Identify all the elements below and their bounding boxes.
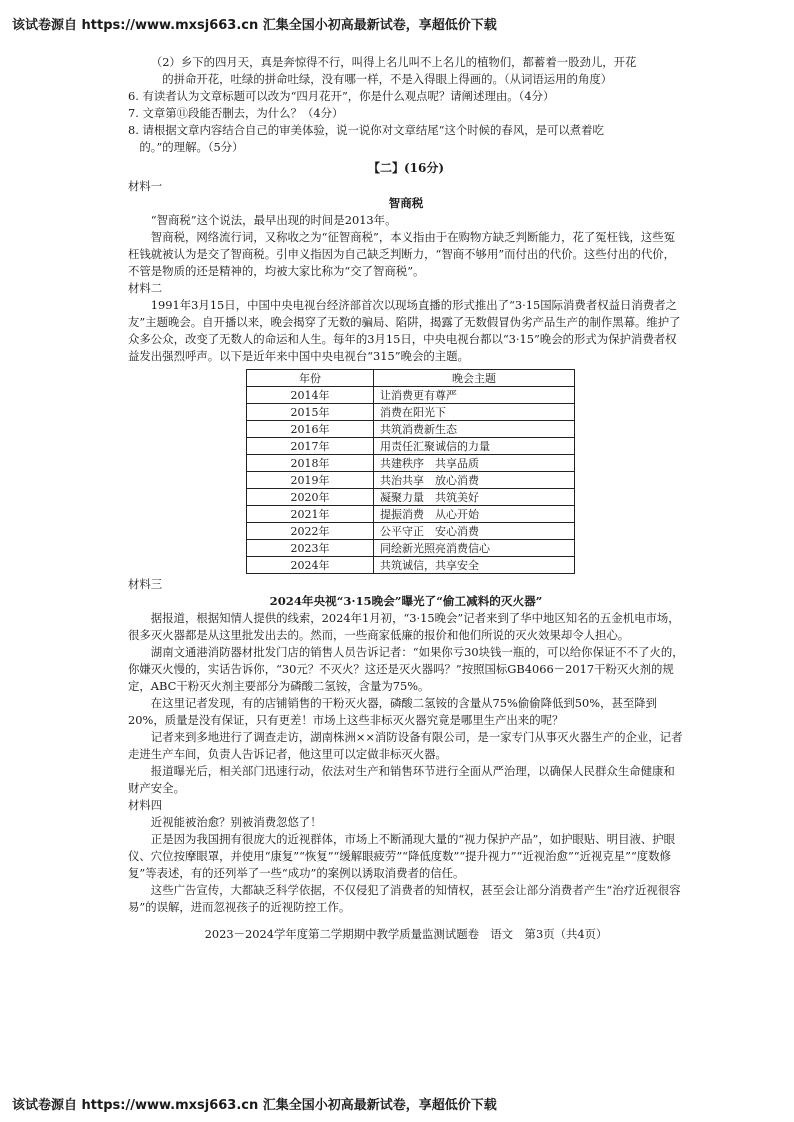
material-1-paragraph: “智商税”这个说法，最早出现的时间是2013年。 — [150, 213, 397, 227]
table-row — [247, 557, 575, 574]
question-5-2-line-2: 的拼命开花，吐绿的拼命吐绿，没有哪一样，不是入得眼上得画的。（从词语运用的角度） — [162, 72, 613, 86]
material-3-paragraph: 报道曝光后，相关部门迅速行动，依法对生产和销售环节进行全面从严治理，以确保人民群众生命健康和财产安全。 — [128, 764, 675, 795]
material-4-label: 材料四 — [128, 798, 163, 812]
table-row — [247, 421, 575, 438]
bottom-watermark-banner: 该试卷源自 https://www.mxsj663.cn 汇集全国小初高最新试卷，享超低价下载 — [12, 1098, 497, 1113]
material-3-paragraph: 据报道，根据知情人提供的线索，2024年1月初，“3·15晚会”记者来到了华中地区知名的五金机电市场，很多灭火器都是从这里批发出去的。然而，一些商家低廉的报价和他们所说的灭火效果却令人担心。 — [128, 611, 680, 642]
question-7: 7. 文章第⑪段能否删去，为什么？（4分） — [128, 106, 344, 120]
table-cell-year: 2016年 — [247, 421, 374, 438]
material-3-paragraph: 湖南文通港消防器材批发门店的销售人员告诉记者：“如果你亏30块钱一瓶的，可以给你保证不不了火的，你嫌灭火慢的，实话告诉你，“30元？不灭火？这还是灭火器吗？”按照国标GB4066－2017干粉灭火剂的规定，ABC干粉灭火剂主要部分为磷酸二氢铵，含量为75%。 — [128, 645, 684, 693]
table-cell-theme: 用责任汇聚诚信的力量 — [374, 438, 575, 455]
table-cell-theme: 同绘新光照亮消费信心 — [374, 540, 575, 557]
exam-page — [128, 54, 684, 942]
gala-theme-table — [246, 369, 575, 574]
page-footer: 2023－2024学年度第二学期期中教学质量监测试题卷 语文 第3页（共4页） — [204, 927, 608, 941]
material-4-paragraph: 这些广告宣传，大都缺乏科学依据，不仅侵犯了消费者的知情权，甚至会让部分消费者产生“治疗近视很容易”的误解，进而忽视孩子的近视防控工作。 — [128, 883, 681, 914]
table-cell-year: 2022年 — [247, 523, 374, 540]
table-cell-year: 2021年 — [247, 506, 374, 523]
table-cell-theme: 消费在阳光下 — [374, 404, 575, 421]
top-watermark-banner: 该试卷源自 https://www.mxsj663.cn 汇集全国小初高最新试卷，享超低价下载 — [12, 18, 497, 33]
section-2-heading: 【二】(16分) — [367, 161, 445, 175]
table-row — [247, 404, 575, 421]
table-cell-theme: 让消费更有尊严 — [374, 387, 575, 404]
material-2-paragraph: 1991年3月15日，中国中央电视台经济部首次以现场直播的形式推出了“3·15国际消费者权益日消费者之友”主题晚会。自开播以来，晚会揭穿了无数的骗局、陷阱，揭露了无数假冒伪劣产品生产的制作黑幕。维护了众多公众，改变了无数人的命运和人生。每年的3月15日，中央电视台都以“3·15”晚会的形式为保护消费者权益发出强烈呼声。以下是近年来中国中央电视台“315”晚会的主题。 — [128, 298, 681, 363]
material-2-label: 材料二 — [128, 281, 163, 295]
material-4-paragraph: 近视能被治愈？别被消费忽悠了！ — [150, 815, 322, 829]
table-cell-theme: 共筑消费新生态 — [374, 421, 575, 438]
question-8-line-2: 的。”的理解。（5分） — [139, 140, 244, 154]
table-header-theme: 晚会主题 — [374, 370, 575, 387]
table-row — [247, 387, 575, 404]
table-cell-year: 2017年 — [247, 438, 374, 455]
table-cell-theme: 提振消费 从心开始 — [374, 506, 575, 523]
material-1-label: 材料一 — [128, 179, 163, 193]
table-cell-theme: 共建秩序 共享品质 — [374, 455, 575, 472]
question-8-line-1: 8. 请根据文章内容结合自己的审美体验，说一说你对文章结尾“这个时候的春风，是可以煮着吃 — [128, 123, 604, 137]
table-cell-theme: 凝聚力量 共筑美好 — [374, 489, 575, 506]
material-3-paragraph: 记者来到多地进行了调查走访，湖南株洲××消防设备有限公司，是一家专门从事灭火器生产的企业，记者走进生产车间，负责人告诉记者，他这里可以定做非标灭火器。 — [128, 730, 683, 761]
table-cell-year: 2015年 — [247, 404, 374, 421]
material-1-paragraph: 智商税，网络流行词，又称收之为“征智商税”，本义指由于在购物方缺乏判断能力，花了冤枉钱，这些冤枉钱就被认为是交了智商税。引申义指因为自己缺乏判断力，“智商不够用”而付出的代价。这些付出的代价，不管是物质的还是精神的，均被大家比称为“交了智商税”。 — [128, 230, 676, 278]
table-row — [247, 489, 575, 506]
table-row — [247, 455, 575, 472]
table-row — [247, 540, 575, 557]
material-3-paragraph: 在这里记者发现，有的店铺销售的干粉灭火器，磷酸二氢铵的含量从75%偷偷降低到50%，甚至降到20%，质量是没有保证，只有更差！市场上这些非标灭火器究竟是哪里生产出来的呢？ — [128, 696, 658, 727]
material-3-label: 材料三 — [128, 577, 163, 591]
table-row — [247, 438, 575, 455]
table-cell-theme: 共筑诚信，共享安全 — [374, 557, 575, 574]
question-6: 6. 有读者认为文章标题可以改为“四月花开”，你是什么观点呢？请阐述理由。（4分） — [128, 89, 555, 103]
table-cell-year: 2023年 — [247, 540, 374, 557]
table-cell-year: 2018年 — [247, 455, 374, 472]
table-cell-year: 2019年 — [247, 472, 374, 489]
material-3-title: 2024年央视“3·15晚会”曝光了“偷工减料的灭火器” — [269, 594, 543, 608]
table-header-row — [247, 370, 575, 387]
table-cell-theme: 共治共享 放心消费 — [374, 472, 575, 489]
material-4-paragraph: 正是因为我国拥有很庞大的近视群体，市场上不断涌现大量的“视力保护产品”，如护眼贴、明目液、护眼仪、穴位按摩眼罩，并使用“康复”“恢复”“缓解眼疲劳”“降低度数”“提升视力”“近视治愈”“近视克星”“度数修复”等表述，有的还列举了一些“成功”的案例以诱取消费者的信任。 — [128, 832, 676, 880]
table-cell-year: 2024年 — [247, 557, 374, 574]
table-row — [247, 523, 575, 540]
table-header-year: 年份 — [247, 370, 374, 387]
question-5-2-line-1: （2）乡下的四月天，真是奔惊得不行，叫得上名儿叫不上名儿的植物们，都蓄着一股劲儿，开花 — [150, 55, 637, 69]
table-row — [247, 506, 575, 523]
table-body — [247, 387, 575, 574]
table-cell-year: 2014年 — [247, 387, 374, 404]
table-cell-theme: 公平守正 安心消费 — [374, 523, 575, 540]
table-cell-year: 2020年 — [247, 489, 374, 506]
material-1-title: 智商税 — [388, 196, 424, 210]
table-row — [247, 472, 575, 489]
